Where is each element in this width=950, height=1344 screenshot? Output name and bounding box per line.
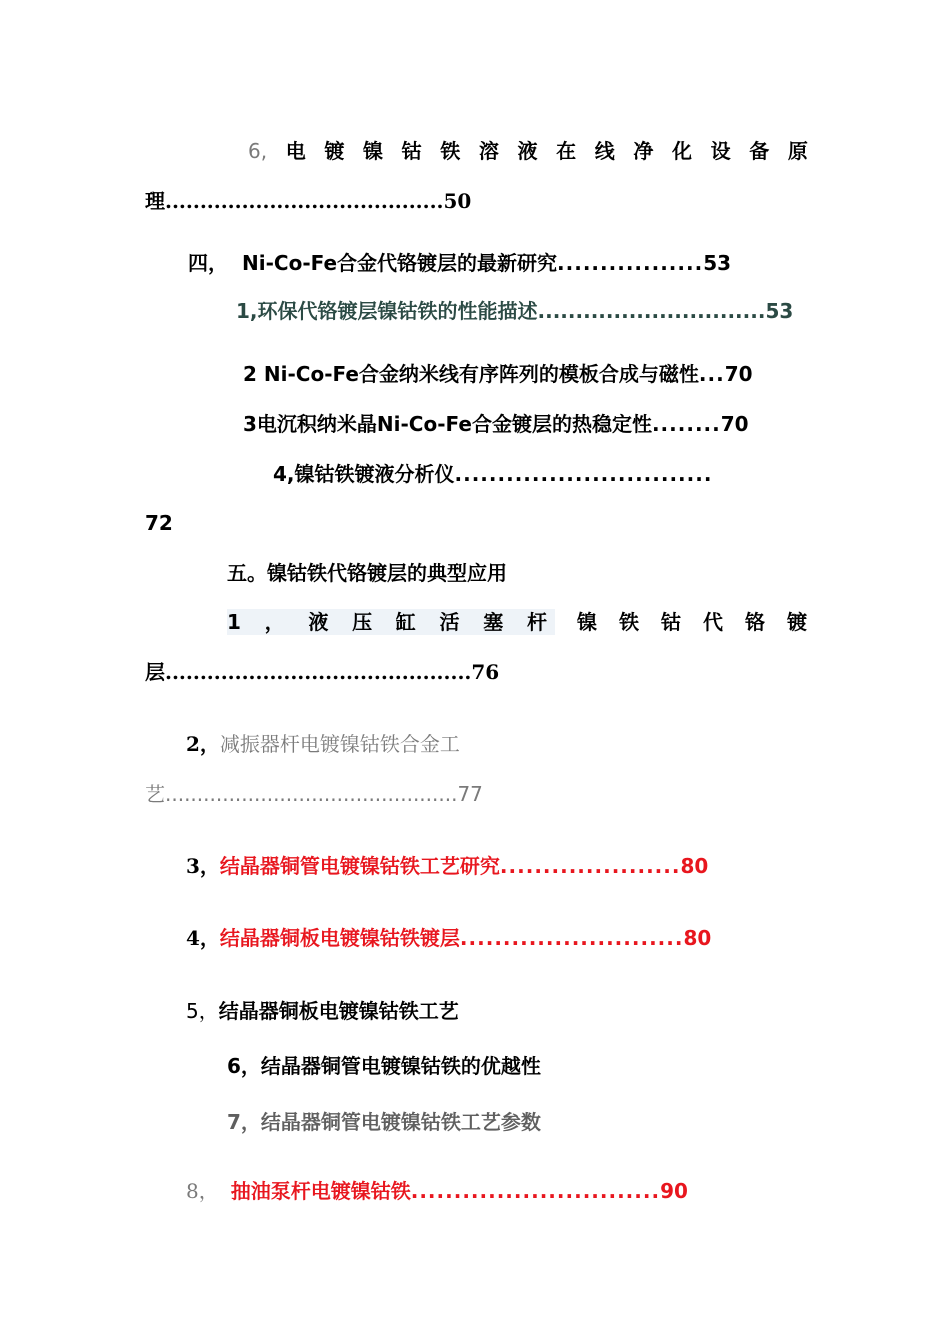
entry-char: 钴 — [401, 139, 422, 163]
entry-number: 2， — [186, 732, 220, 756]
entry-title: 结晶器铜管电镀镍钴铁工艺研究 — [219, 854, 500, 878]
entry-title: 2 Ni-Co-Fe合金纳米线有序阵列的模板合成与磁性 — [243, 362, 699, 386]
toc-entry-5-3 — [186, 853, 708, 879]
entry-page: 80 — [683, 926, 712, 950]
entry-title: 6，结晶器铜管电镀镍钴铁的优越性 — [227, 1054, 541, 1078]
entry-dots: ............................................ — [165, 660, 472, 684]
entry-char: 铁 — [440, 139, 461, 163]
entry-char: 化 — [671, 139, 692, 163]
entry-dots: ............................. — [410, 1179, 661, 1203]
toc-entry-4-4-page — [145, 510, 173, 536]
entry-dots: ........................................ — [165, 189, 444, 213]
entry-dots: ........ — [651, 412, 721, 436]
entry-char: 液 — [308, 610, 329, 634]
entry-char: 净 — [633, 139, 654, 163]
toc-entry-section-5 — [227, 560, 507, 586]
entry-char: 备 — [749, 139, 770, 163]
entry-title: 结晶器铜板电镀镍钴铁工艺 — [218, 999, 459, 1023]
entry-char: 塞 — [483, 610, 504, 634]
entry-title: 7，结晶器铜管电镀镍钴铁工艺参数 — [227, 1110, 541, 1134]
toc-entry-5-6 — [227, 1053, 541, 1079]
entry-title: 4,镍钴铁镀液分析仪 — [273, 462, 455, 486]
entry-page: 50 — [443, 189, 472, 213]
toc-entry-6-line1 — [248, 138, 808, 164]
entry-char: 缸 — [395, 610, 416, 634]
entry-char: 液 — [517, 139, 538, 163]
toc-entry-5-4 — [186, 925, 711, 951]
entry-page: 72 — [145, 511, 173, 535]
entry-char: 杆 — [526, 610, 547, 634]
toc-entry-5-2-line2 — [145, 781, 483, 807]
entry-number: 6, — [248, 139, 268, 163]
entry-title: 3电沉积纳米晶Ni-Co-Fe合金镀层的热稳定性 — [243, 412, 652, 436]
entry-char: 活 — [439, 610, 460, 634]
entry-title: 结晶器铜板电镀镍钴铁镀层 — [219, 926, 460, 950]
entry-number: 8， — [186, 1179, 219, 1203]
entry-char: 镀 — [324, 139, 345, 163]
entry-char: 镍 — [362, 139, 383, 163]
toc-entry-section-4 — [188, 250, 798, 276]
entry-char: 在 — [556, 139, 577, 163]
toc-entry-5-1-line1 — [227, 609, 807, 635]
entry-dots: ..................... — [499, 854, 681, 878]
entry-char: 1 — [227, 610, 241, 634]
toc-entry-5-5 — [186, 998, 459, 1024]
toc-entry-4-1 — [236, 298, 793, 324]
entry-number: 1, — [236, 299, 258, 323]
entry-dots: .............................. — [454, 462, 713, 486]
entry-page: 53 — [703, 251, 732, 275]
entry-title: Ni-Co-Fe合金代铬镀层的最新研究 — [242, 251, 558, 275]
entry-page: 76 — [471, 660, 500, 684]
entry-text: 艺 — [145, 782, 165, 806]
entry-text: 理 — [145, 189, 165, 213]
entry-char: 铬 — [745, 610, 765, 634]
entry-char: 代 — [703, 610, 723, 634]
toc-entry-6-line2 — [145, 188, 471, 214]
entry-page: 90 — [660, 1179, 688, 1203]
entry-char: 镍 — [577, 610, 597, 634]
entry-dots: .............................................. — [165, 782, 458, 806]
entry-page: 53 — [765, 299, 794, 323]
toc-entry-5-2-line1 — [186, 731, 460, 757]
entry-char: 铁 — [619, 610, 639, 634]
entry-dots: ................. — [557, 251, 704, 275]
toc-entry-4-3 — [243, 411, 749, 437]
entry-number: 4， — [186, 926, 220, 950]
toc-entry-5-8 — [186, 1178, 688, 1204]
toc-entry-4-2 — [243, 361, 753, 387]
entry-title: 减振器杆电镀镍钴铁合金工 — [219, 732, 460, 756]
entry-char: 压 — [352, 610, 373, 634]
entry-char: 电 — [285, 139, 306, 163]
entry-page: 70 — [720, 412, 749, 436]
entry-char: 原 — [787, 139, 808, 163]
entry-char: 镀 — [787, 610, 807, 634]
entry-dots: ... — [698, 362, 725, 386]
entry-title: 五。镍钴铁代铬镀层的典型应用 — [227, 561, 507, 585]
entry-text: 层 — [145, 660, 165, 684]
entry-number: 四， — [188, 251, 228, 275]
entry-number: 5， — [186, 999, 219, 1023]
entry-char: 线 — [594, 139, 615, 163]
entry-title: 抽油泵杆电镀镍钴铁 — [230, 1179, 411, 1203]
entry-dots: .......................... — [459, 926, 684, 950]
entry-dots: .............................. — [537, 299, 766, 323]
entry-page: 77 — [457, 782, 483, 806]
entry-page: 80 — [680, 854, 709, 878]
toc-entry-5-1-line2 — [145, 659, 499, 685]
entry-char: ， — [264, 610, 285, 634]
entry-number: 3， — [186, 854, 220, 878]
entry-char: 设 — [710, 139, 731, 163]
toc-entry-5-7 — [227, 1109, 541, 1135]
entry-char: 钴 — [661, 610, 681, 634]
entry-char: 溶 — [478, 139, 499, 163]
entry-title: 环保代铬镀层镍钴铁的性能描述 — [257, 299, 538, 323]
entry-page: 70 — [724, 362, 753, 386]
toc-entry-4-4 — [273, 461, 712, 487]
